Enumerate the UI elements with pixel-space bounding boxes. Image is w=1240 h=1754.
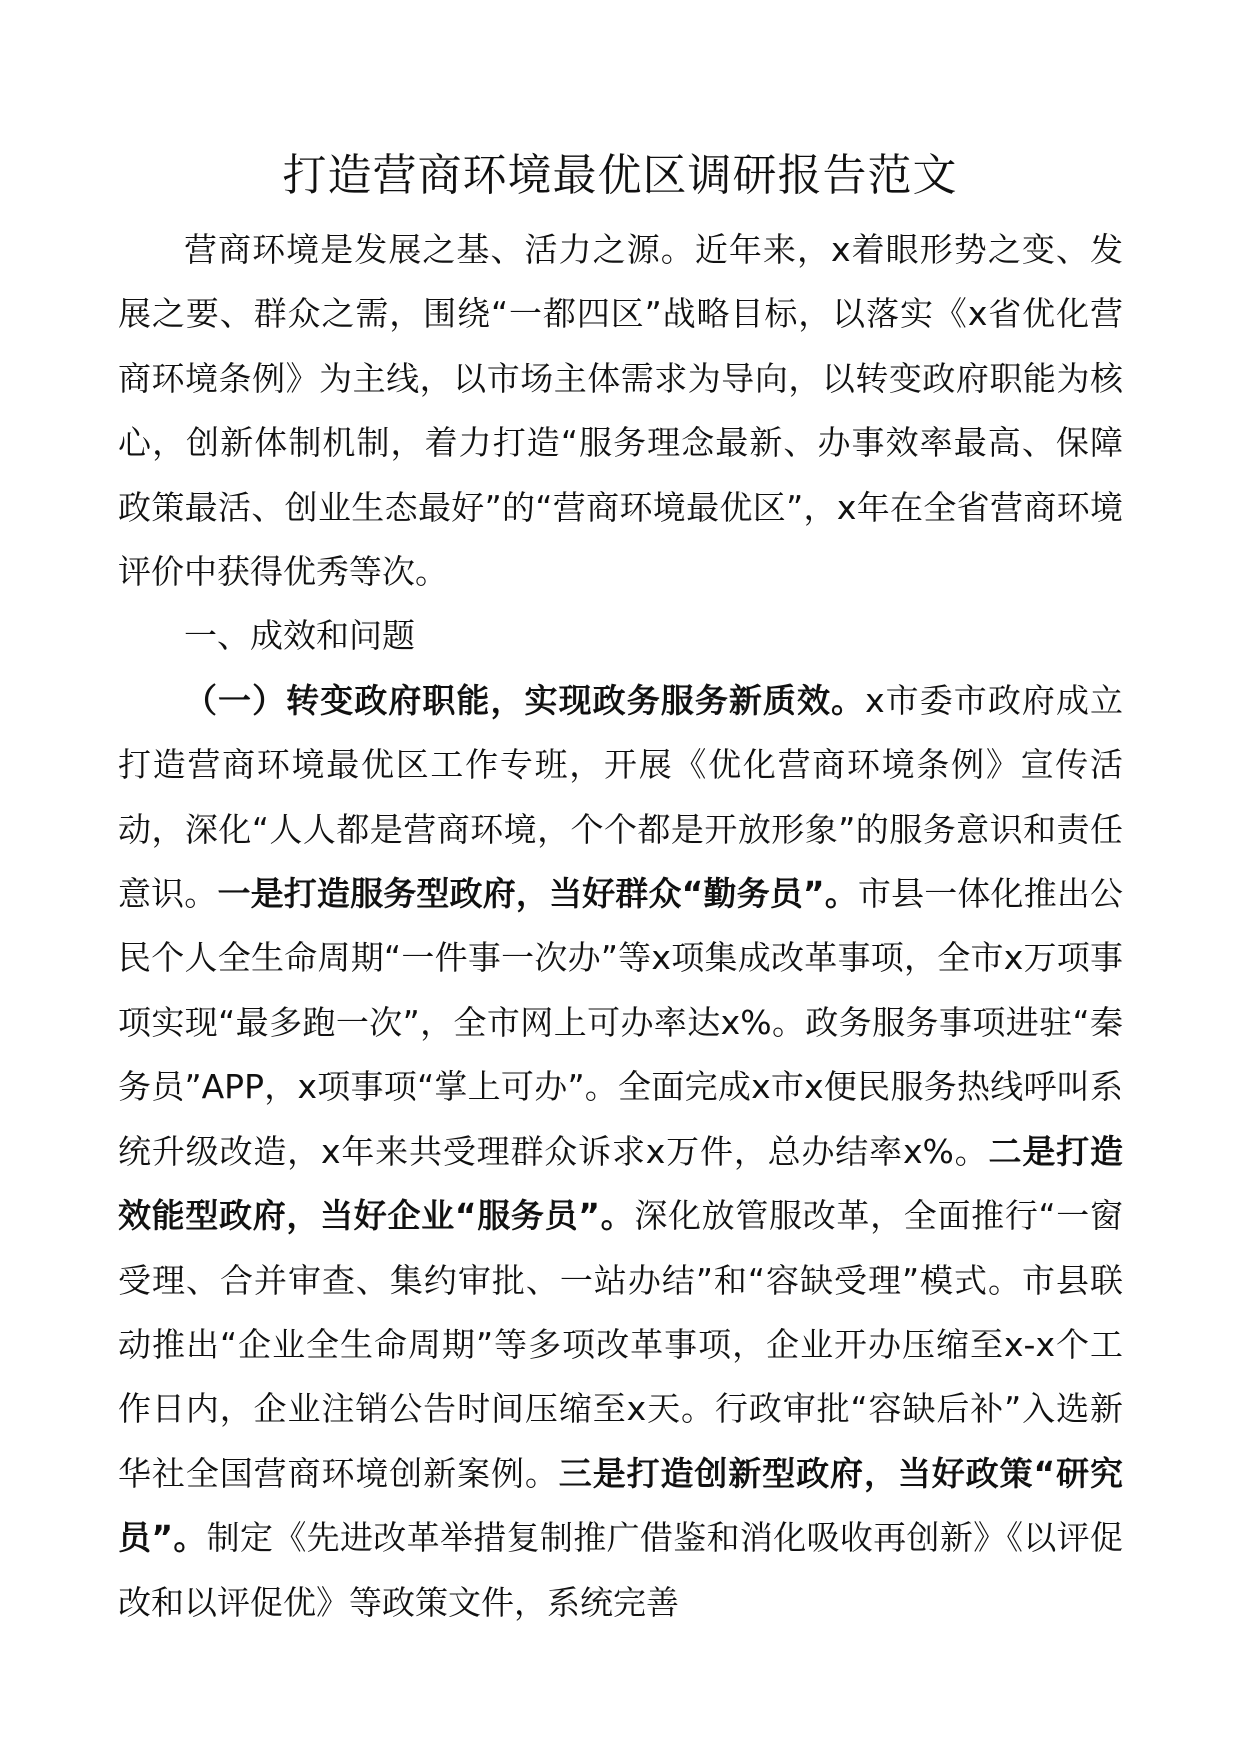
intro-paragraph: 营商环境是发展之基、活力之源。近年来，x着眼形势之变、发展之要、群众之需，围绕“一都四区”战略目标，以落实《x省优化营商环境条例》为主线，以市场主体需求为导向，以转变政府职能为核心，创新体制机制，着力打造“服务理念最新、办事效率最高、保障政策最活、创业生态最好”的“营商环境最优区”，x年在全省营商环境评价中获得优秀等次。 — [118, 230, 1123, 592]
paragraph-text: 制定《先进改革举措复制推广借鉴和消化吸收再创新》《以评促改和以评促优》等政策文件，系统完善 — [118, 1518, 1123, 1622]
document-body — [118, 218, 1123, 1635]
point-heading-two: 二是打造效能型政府，当好企业“服务员”。 — [118, 1131, 1124, 1236]
subsection-heading: （一）转变政府职能，实现政务服务新质效。 — [184, 680, 866, 720]
paragraph-text: 市县一体化推出公民个人全生命周期“一件事一次办”等x项集成改革事项，全市x万项事项实现“最多跑一次”，全市网上可办率达x%。政务服务事项进驻“秦务员”APP，x项事项“掌上可办”。全面完成x市x便民服务热线呼叫系统升级改造，x年来共受理群众诉求x万件，总办结率x%。 — [118, 874, 1123, 1171]
section-heading: 一、成效和问题 — [184, 616, 415, 656]
paragraph-text: x市委市政府成立打造营商环境最优区工作专班，开展《优化营商环境条例》宣传活动，深化“人人都是营商环境，个个都是开放形象”的服务意识和责任意识。 — [118, 680, 1124, 914]
point-heading-one: 一是打造服务型政府，当好群众“勤务员”。 — [217, 874, 858, 914]
document-title: 打造营商环境最优区调研报告范文 — [282, 150, 958, 201]
section-paragraph — [118, 669, 1123, 1635]
point-heading-three: 三是打造创新型政府，当好政策“研究员”。 — [118, 1453, 1123, 1558]
paragraph-text: 深化放管服改革，全面推行“一窗受理、合并审查、集约审批、一站办结”和“容缺受理”模式。市县联动推出“企业全生命周期”等多项改革事项，企业开办压缩至x-x个工作日内，企业注销公告时间压缩至x天。行政审批“容缺后补”入选新华社全国营商环境创新案例。 — [118, 1196, 1123, 1493]
